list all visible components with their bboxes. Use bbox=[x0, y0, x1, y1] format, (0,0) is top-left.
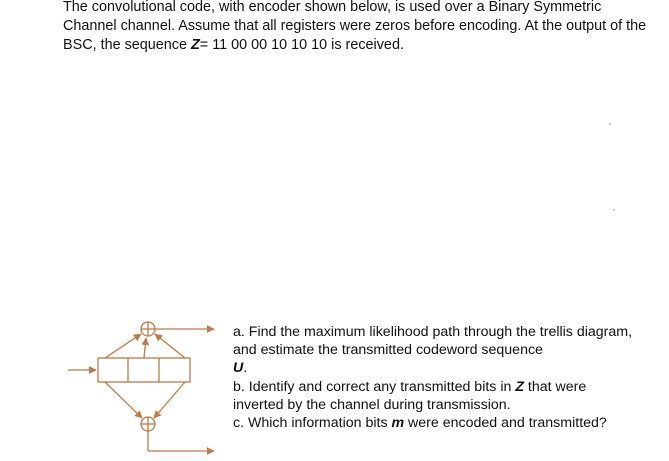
question-b-symbol: Z bbox=[515, 378, 524, 395]
tap-line bbox=[144, 338, 146, 358]
convolutional-encoder-diagram bbox=[60, 318, 230, 458]
question-a-symbol: U bbox=[233, 360, 244, 377]
tap-line bbox=[105, 382, 142, 418]
question-c-prefix: c. Which information bits bbox=[233, 415, 392, 432]
problem-statement-text: The convolutional code, with encoder shown below, is used over a Binary Symmetric Channel channel. Assume that all registers were zeros before encoding. At the output of the BSC, the sequence bbox=[63, 0, 647, 53]
scan-artifact-dot bbox=[609, 123, 611, 125]
question-c-suffix: were encoded and transmitted? bbox=[404, 415, 607, 432]
question-list bbox=[233, 323, 633, 432]
received-sequence-value: = 11 00 00 10 10 10 is received. bbox=[199, 37, 404, 53]
question-c-symbol: m bbox=[391, 415, 405, 432]
question-c bbox=[233, 414, 633, 432]
question-a-end: . bbox=[243, 360, 248, 377]
tap-line bbox=[105, 334, 141, 358]
scan-artifact-dot bbox=[613, 209, 615, 211]
question-b-suffix: that were inverted by the channel during transmission. bbox=[233, 378, 587, 413]
question-a-text: a. Find the maximum likelihood path through the trellis diagram, and estimate the transmitted codeword sequence bbox=[233, 324, 633, 359]
question-a bbox=[233, 323, 633, 378]
question-b bbox=[233, 378, 633, 414]
tap-line bbox=[155, 334, 185, 358]
problem-statement bbox=[63, 0, 653, 55]
tap-line bbox=[154, 382, 185, 418]
shift-register bbox=[98, 358, 190, 382]
question-b-prefix: b. Identify and correct any transmitted bits in bbox=[233, 378, 516, 395]
received-sequence-symbol: Z bbox=[191, 37, 200, 53]
